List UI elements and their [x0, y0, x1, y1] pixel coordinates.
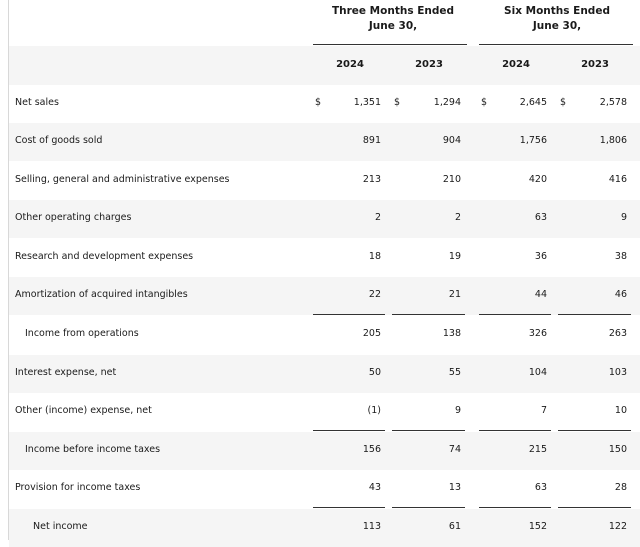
cell-value: 263	[608, 328, 627, 339]
table-row	[9, 200, 640, 238]
row-label: Income before income taxes	[25, 444, 161, 455]
subtotal-rule	[392, 507, 465, 508]
cell-value: 1,806	[599, 135, 627, 146]
subtotal-rule	[313, 314, 385, 315]
cell-value: 904	[442, 135, 461, 146]
cell-value: 2	[374, 212, 381, 223]
row-label: Other (income) expense, net	[15, 405, 152, 416]
cell-value: 1,351	[353, 97, 381, 108]
table-row	[9, 393, 640, 431]
cell-value: 215	[528, 444, 547, 455]
cell-value: 9	[454, 405, 461, 416]
subtotal-rule	[558, 430, 631, 431]
cell-value: 74	[448, 444, 461, 455]
cell-value: 13	[448, 482, 461, 493]
subtotal-rule	[392, 430, 465, 431]
cell-value: 2,645	[519, 97, 547, 108]
table-row	[9, 355, 640, 393]
cell-value: 113	[362, 521, 381, 532]
subtotal-rule	[558, 507, 631, 508]
six-months-header-line1: Six Months Ended	[504, 5, 610, 17]
cell-value: 416	[608, 174, 627, 185]
year-header: 2024	[336, 59, 364, 70]
subtotal-rule	[313, 430, 385, 431]
cell-value: 122	[608, 521, 627, 532]
table-row	[9, 123, 640, 161]
cell-value: 46	[614, 289, 627, 300]
cell-value: 1,756	[519, 135, 547, 146]
table-row	[9, 432, 640, 470]
cell-value: (1)	[367, 405, 381, 416]
currency-symbol: $	[481, 97, 488, 108]
cell-value: 420	[528, 174, 547, 185]
six-months-header	[482, 4, 632, 34]
row-label: Interest expense, net	[15, 367, 117, 378]
cell-value: 63	[534, 482, 547, 493]
cell-value: 891	[362, 135, 381, 146]
cell-value: 63	[534, 212, 547, 223]
three-months-header	[318, 4, 468, 34]
table-row	[9, 509, 640, 547]
cell-value: 9	[620, 212, 627, 223]
cell-value: 50	[368, 367, 381, 378]
cell-value: 61	[448, 521, 461, 532]
row-label: Cost of goods sold	[15, 135, 103, 146]
three-months-header-line1: Three Months Ended	[331, 5, 455, 17]
cell-value: 21	[448, 289, 461, 300]
cell-value: 43	[368, 482, 381, 493]
subtotal-rule	[479, 430, 551, 431]
row-label: Net income	[33, 521, 88, 532]
row-label: Net sales	[15, 97, 59, 108]
cell-value: 138	[442, 328, 461, 339]
row-label: Provision for income taxes	[15, 482, 141, 493]
three-months-header-line2: June 30,	[368, 20, 418, 32]
year-header: 2023	[415, 59, 443, 70]
cell-value: 36	[534, 251, 547, 262]
table-row	[9, 316, 640, 354]
subtotal-rule	[558, 314, 631, 315]
subtotal-rule	[392, 314, 465, 315]
cell-value: 38	[614, 251, 627, 262]
currency-symbol: $	[394, 97, 401, 108]
year-header: 2024	[502, 59, 530, 70]
cell-value: 7	[540, 405, 547, 416]
table-row	[9, 85, 640, 123]
cell-value: 150	[608, 444, 627, 455]
cell-value: 2,578	[599, 97, 627, 108]
six-months-rule	[479, 44, 633, 45]
currency-symbol: $	[315, 97, 322, 108]
subtotal-rule	[479, 314, 551, 315]
cell-value: 2	[454, 212, 461, 223]
cell-value: 19	[448, 251, 461, 262]
subtotal-rule	[479, 507, 551, 508]
cell-value: 205	[362, 328, 381, 339]
cell-value: 104	[528, 367, 547, 378]
row-label: Selling, general and administrative expenses	[15, 174, 230, 185]
cell-value: 55	[448, 367, 461, 378]
row-label: Research and development expenses	[15, 251, 194, 262]
table-row	[9, 470, 640, 508]
cell-value: 213	[362, 174, 381, 185]
cell-value: 28	[614, 482, 627, 493]
cell-value: 210	[442, 174, 461, 185]
cell-value: 103	[608, 367, 627, 378]
cell-value: 152	[528, 521, 547, 532]
table-row	[9, 239, 640, 277]
three-months-rule	[313, 44, 467, 45]
cell-value: 44	[534, 289, 547, 300]
cell-value: 10	[614, 405, 627, 416]
cell-value: 1,294	[433, 97, 461, 108]
year-header: 2023	[581, 59, 609, 70]
row-label: Income from operations	[25, 328, 139, 339]
cell-value: 326	[528, 328, 547, 339]
subtotal-rule	[313, 507, 385, 508]
six-months-header-line2: June 30,	[532, 20, 582, 32]
row-label: Amortization of acquired intangibles	[15, 289, 188, 300]
currency-symbol: $	[560, 97, 567, 108]
table-row	[9, 162, 640, 200]
cell-value: 22	[368, 289, 381, 300]
row-label: Other operating charges	[15, 212, 132, 223]
cell-value: 18	[368, 251, 381, 262]
table-row	[9, 277, 640, 315]
cell-value: 156	[362, 444, 381, 455]
